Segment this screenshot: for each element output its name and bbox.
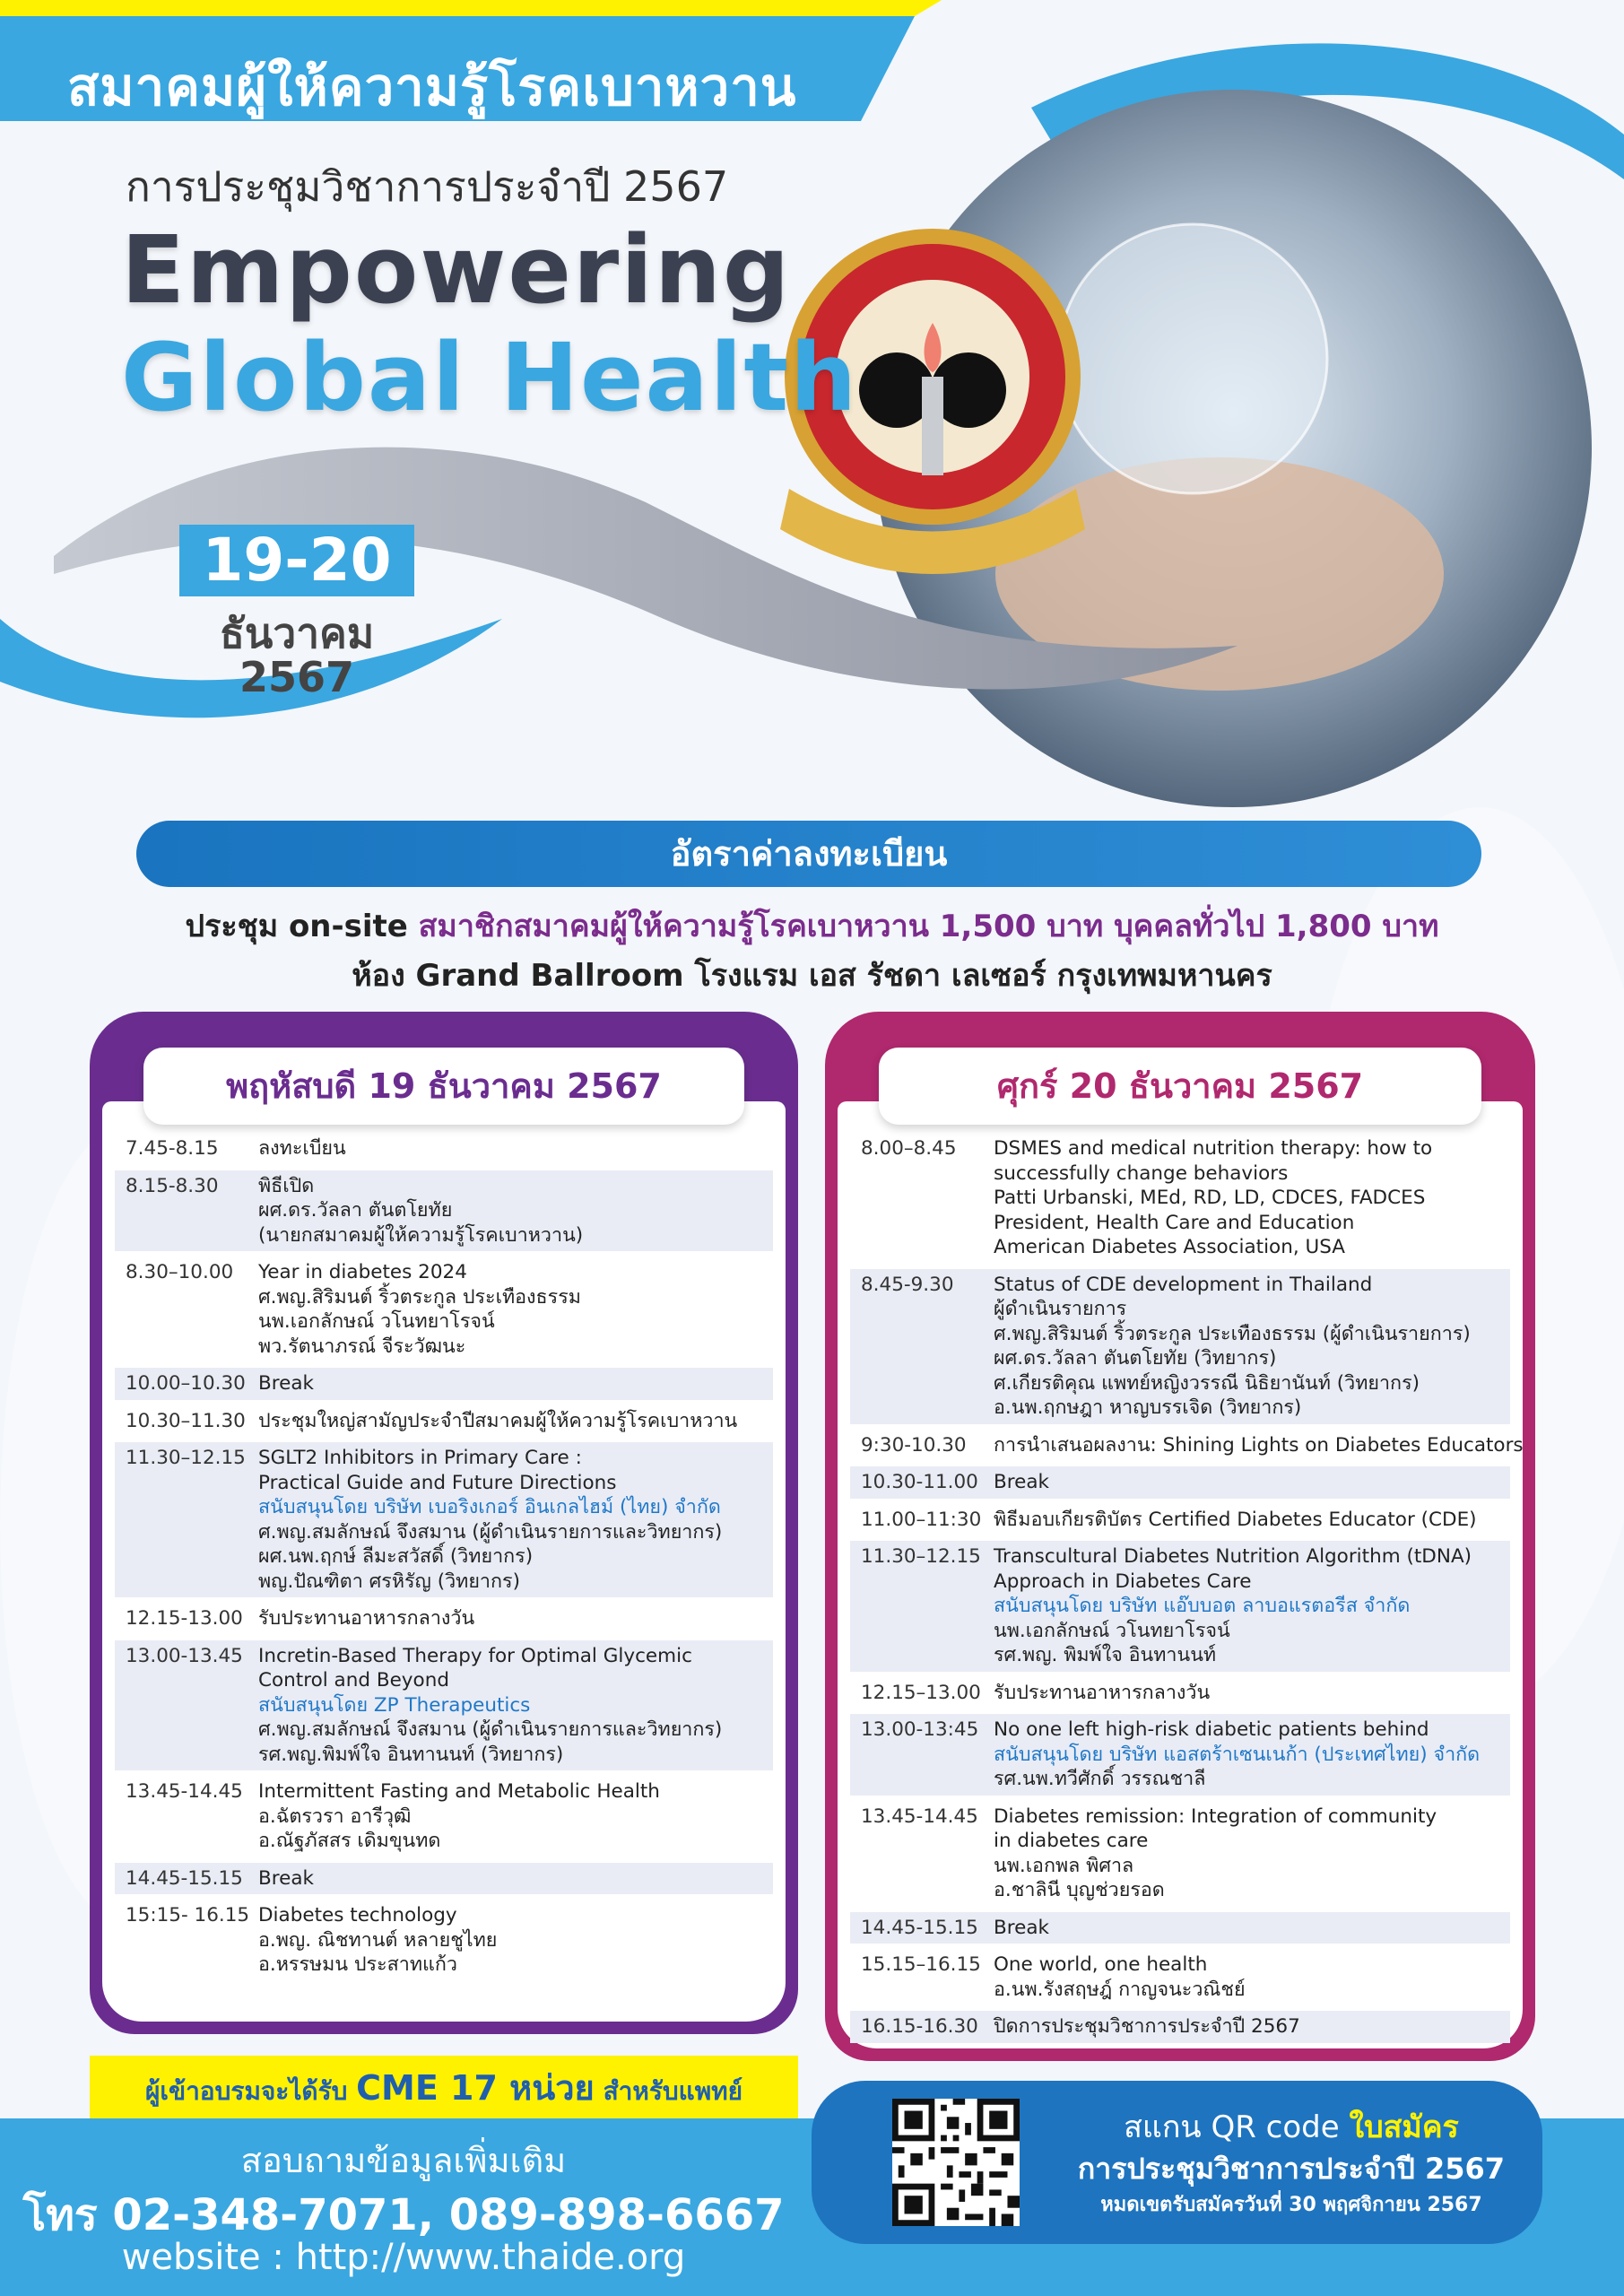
schedule-line: Incretin-Based Therapy for Optimal Glycemic: [258, 1644, 692, 1667]
schedule-time: 11.00–11:30: [861, 1508, 982, 1531]
schedule-line: ศ.เกียรติคุณ แพทย์หญิงวรรณี นิธิยานันท์ (วิทยากร): [994, 1371, 1420, 1395]
schedule-row: [115, 1405, 773, 1438]
schedule-line: ศ.พญ.สิริมนต์ ริ้วตระกูล ประเทืองธรรม: [258, 1285, 581, 1309]
schedule-time: 13.00-13.45: [126, 1644, 243, 1667]
schedule-line: Diabetes technology: [258, 1904, 457, 1926]
organization-name: สมาคมผู้ให้ความรู้โรคเบาหวาน: [67, 57, 797, 117]
day1-title: พฤหัสบดี 19 ธันวาคม 2567: [143, 1048, 744, 1125]
schedule-row: [850, 2011, 1510, 2043]
schedule-line: รศ.พญ.พิมพ์ใจ อินทานนท์ (วิทยากร): [258, 1743, 564, 1766]
schedule-line: พิธีมอบเกียรติบัตร Certified Diabetes Educator (CDE): [994, 1508, 1477, 1531]
registration-fee-details: สมาชิกสมาคมผู้ให้ความรู้โรคเบาหวาน 1,500 บาท บุคคลทั่วไป 1,800 บาท: [418, 909, 1439, 944]
schedule-time: 8.30–10.00: [126, 1261, 234, 1283]
schedule-line: พว.รัตนาภรณ์ จีระวัฒนะ: [258, 1335, 466, 1358]
schedule-line: อ.นพ.ฤกษฎา หาญบรรเจิด (วิทยากร): [994, 1396, 1302, 1419]
day2-schedule: [850, 1133, 1524, 2048]
schedule-time: 8.15-8.30: [126, 1174, 219, 1197]
schedule-row: [115, 1442, 773, 1597]
schedule-detail: [258, 1260, 762, 1359]
schedule-line: Diabetes remission: Integration of community: [994, 1805, 1437, 1828]
schedule-detail: [258, 1779, 762, 1854]
schedule-detail: [258, 1644, 762, 1768]
schedule-detail: [258, 1371, 762, 1396]
cme-suffix: สำหรับแพทย์: [603, 2076, 743, 2106]
schedule-line: รับประทานอาหารกลางวัน: [258, 1607, 475, 1630]
registration-title: อัตราค่าลงทะเบียน: [136, 821, 1481, 887]
cme-notice: [90, 2056, 798, 2120]
contact-title: สอบถามข้อมูลเพิ่มเติม: [240, 2141, 567, 2180]
schedule-line: Control and Beyond: [258, 1669, 449, 1692]
schedule-line: American Diabetes Association, USA: [994, 1236, 1345, 1258]
schedule-line: ผู้ดำเนินรายการ: [994, 1298, 1127, 1320]
schedule-row: [850, 1466, 1510, 1499]
schedule-time: 10.00–10.30: [126, 1372, 246, 1395]
schedule-detail: [994, 1508, 1499, 1533]
schedule-time: 12.15-13.00: [126, 1607, 243, 1630]
day2-title: ศุกร์ 20 ธันวาคม 2567: [879, 1048, 1481, 1125]
cme-highlight: CME 17 หน่วย: [356, 2068, 595, 2108]
schedule-detail: [994, 1718, 1499, 1792]
registration-prefix: ประชุม on-site: [185, 909, 408, 944]
theme-line-2: Global Health: [121, 323, 859, 432]
schedule-line: Status of CDE development in Thailand: [994, 1273, 1373, 1296]
event-date-year: 2567: [239, 653, 355, 701]
day2-panel: [825, 1012, 1535, 2061]
schedule-time: 10.30-11.00: [861, 1471, 978, 1493]
schedule-detail: [994, 2014, 1499, 2039]
schedule-line: นพ.เอกลักษณ์ วโนทยาโรจน์: [994, 1619, 1230, 1642]
schedule-time: 14.45-15.15: [861, 1916, 978, 1939]
schedule-line: ผศ.ดร.วัลลา ตันตโยทัย (วิทยากร): [994, 1347, 1277, 1370]
contact-website-link[interactable]: website : http://www.thaide.org: [121, 2237, 686, 2278]
schedule-row: [850, 1801, 1510, 1907]
schedule-line: Approach in Diabetes Care: [994, 1570, 1252, 1593]
schedule-line: ปิดการประชุมวิชาการประจำปี 2567: [994, 2015, 1300, 2038]
schedule-time: 13.00-13:45: [861, 1718, 979, 1741]
schedule-time: 14.45-15.15: [126, 1866, 243, 1890]
schedule-line: ศ.พญ.สิริมนต์ ริ้วตระกูล ประเทืองธรรม (ผู้ดำเนินรายการ): [994, 1322, 1471, 1345]
conference-title: การประชุมวิชาการประจำปี 2567: [126, 162, 729, 211]
schedule-line: นพ.เอกลักษณ์ วโนทยาโรจน์: [258, 1310, 495, 1333]
schedule-detail: [994, 1544, 1499, 1668]
schedule-row: [115, 1257, 773, 1362]
schedule-line: Intermittent Fasting and Metabolic Health: [258, 1780, 660, 1803]
qr-instruction-highlight: ใบสมัคร: [1349, 2109, 1459, 2145]
schedule-detail: [994, 1273, 1499, 1421]
schedule-time: 8.45-9.30: [861, 1273, 954, 1296]
day1-schedule: [115, 1133, 773, 1987]
schedule-line: ผศ.ดร.วัลลา ตันตโยทัย: [258, 1199, 453, 1222]
schedule-line: Break: [258, 1866, 314, 1890]
schedule-line: อ.ณัฐภัสสร เดิมขุนทด: [258, 1830, 441, 1852]
schedule-line: ประชุมใหญ่สามัญประจำปีสมาคมผู้ให้ความรู้โรคเบาหวาน: [258, 1409, 738, 1432]
registration-venue: ห้อง Grand Ballroom โรงแรม เอส รัชดา เลเซอร์ กรุงเทพมหานคร: [352, 958, 1272, 994]
schedule-row: [115, 1170, 773, 1252]
schedule-time: 8.00–8.45: [861, 1137, 957, 1160]
schedule-detail: [994, 1916, 1499, 1941]
registration-fees: [0, 901, 1624, 950]
schedule-detail: [258, 1174, 762, 1248]
schedule-line: อ.หรรษมน ประสาทแก้ว: [258, 1953, 457, 1976]
day1-panel: [90, 1012, 798, 2034]
schedule-line: SGLT2 Inhibitors in Primary Care :: [258, 1447, 582, 1469]
schedule-row: [115, 1900, 773, 1981]
schedule-line: ผศ.นพ.ฤกษ์ ลีมะสวัสดิ์ (วิทยากร): [258, 1545, 534, 1568]
schedule-line: Break: [994, 1916, 1049, 1939]
schedule-line: Practical Guide and Future Directions: [258, 1471, 617, 1494]
schedule-line: ศ.พญ.สมลักษณ์ จึงสมาน (ผู้ดำเนินรายการและวิทยากร): [258, 1520, 723, 1544]
event-date-month: ธันวาคม: [219, 609, 375, 657]
schedule-line: Patti Urbanski, MEd, RD, LD, CDCES, FADCES: [994, 1187, 1426, 1209]
schedule-line: อ.ฉัตรวรา อารีวุฒิ: [258, 1805, 412, 1828]
qr-instruction-prefix: สแกน QR code: [1124, 2109, 1340, 2145]
schedule-detail: [258, 1903, 762, 1978]
schedule-detail: [994, 1805, 1499, 1903]
schedule-row: [850, 1504, 1510, 1536]
schedule-time: 10.30–11.30: [126, 1409, 246, 1432]
contact-phone[interactable]: โทร 02-348-7071, 089-898-6667: [22, 2190, 785, 2240]
schedule-row: [115, 1368, 773, 1400]
sponsor-line: สนับสนุนโดย บริษัท แอสตร้าเซนเนก้า (ประเทศไทย) จำกัด: [994, 1743, 1481, 1766]
schedule-detail: [994, 1470, 1499, 1495]
schedule-line: นพ.เอกพล พิศาล: [994, 1854, 1134, 1877]
cme-prefix: ผู้เข้าอบรมจะได้รับ: [144, 2076, 348, 2106]
schedule-line: พญ.ปัณฑิตา ศรหิรัญ (วิทยากร): [258, 1570, 520, 1593]
schedule-line: Transcultural Diabetes Nutrition Algorithm (tDNA): [994, 1545, 1472, 1568]
schedule-row: [115, 1640, 773, 1771]
schedule-detail: [258, 1446, 762, 1594]
schedule-row: [850, 1677, 1510, 1709]
schedule-detail: [994, 1681, 1499, 1706]
schedule-time: 11.30–12.15: [126, 1447, 246, 1469]
schedule-detail: [994, 1433, 1524, 1458]
schedule-line: อ.ชาลินี บุญช่วยรอด: [994, 1879, 1165, 1901]
sponsor-line: สนับสนุนโดย ZP Therapeutics: [258, 1693, 531, 1717]
schedule-row: [850, 1912, 1510, 1944]
schedule-line: การนำเสนอผลงาน: Shining Lights on Diabetes Educators: [994, 1433, 1524, 1457]
schedule-line: Break: [994, 1471, 1049, 1493]
qr-instruction: [1049, 2102, 1533, 2151]
schedule-detail: [258, 1409, 762, 1434]
schedule-line: No one left high-risk diabetic patients behind: [994, 1718, 1429, 1741]
schedule-time: 9:30-10.30: [861, 1433, 967, 1457]
schedule-line: Break: [258, 1372, 314, 1395]
qr-conference-title: การประชุมวิชาการประจำปี 2567: [1077, 2152, 1506, 2186]
schedule-detail: [994, 1952, 1499, 2002]
schedule-line: อ.พญ. ณิชทานต์ หลายชูไทย: [258, 1928, 498, 1952]
schedule-time: 15.15–16.15: [861, 1953, 981, 1976]
schedule-line: รับประทานอาหารกลางวัน: [994, 1681, 1211, 1704]
schedule-row: [850, 1269, 1510, 1424]
schedule-line: DSMES and medical nutrition therapy: how to: [994, 1137, 1433, 1160]
schedule-line: รศ.นพ.ทวีศักดิ์ วรรณชาลี: [994, 1768, 1206, 1790]
schedule-row: [115, 1133, 773, 1165]
schedule-line: in diabetes care: [994, 1830, 1149, 1852]
schedule-time: 12.15–13.00: [861, 1681, 981, 1704]
schedule-row: [850, 1949, 1510, 2005]
qr-code-icon[interactable]: [892, 2099, 1020, 2226]
schedule-row: [115, 1863, 773, 1895]
schedule-time: 16.15-16.30: [861, 2015, 978, 2038]
schedule-time: 7.45-8.15: [126, 1137, 219, 1160]
schedule-line: President, Health Care and Education: [994, 1211, 1355, 1234]
schedule-line: Year in diabetes 2024: [258, 1261, 467, 1283]
schedule-row: [115, 1776, 773, 1857]
schedule-row: [850, 1430, 1524, 1462]
schedule-time: 13.45-14.45: [126, 1780, 243, 1803]
sponsor-line: สนับสนุนโดย บริษัท เบอริงเกอร์ อินเกลไฮม์ (ไทย) จำกัด: [258, 1496, 721, 1518]
schedule-line: One world, one health: [994, 1953, 1208, 1976]
schedule-detail: [994, 1136, 1499, 1260]
schedule-row: [115, 1603, 773, 1635]
schedule-time: 15:15- 16.15: [126, 1904, 250, 1926]
schedule-detail: [258, 1866, 762, 1892]
schedule-line: รศ.พญ. พิมพ์ใจ อินทานนท์: [994, 1644, 1217, 1666]
schedule-row: [850, 1541, 1510, 1672]
schedule-row: [850, 1133, 1510, 1264]
schedule-line: พิธีเปิด: [258, 1174, 315, 1197]
schedule-detail: [258, 1606, 762, 1631]
schedule-time: 11.30–12.15: [861, 1545, 981, 1568]
schedule-line: ศ.พญ.สมลักษณ์ จึงสมาน (ผู้ดำเนินรายการและวิทยากร): [258, 1718, 723, 1741]
schedule-row: [850, 1714, 1510, 1796]
schedule-line: อ.นพ.รังสฤษฎ์ กาญจนะวณิชย์: [994, 1978, 1246, 2001]
schedule-detail: [258, 1136, 762, 1161]
sponsor-line: สนับสนุนโดย บริษัท แอ๊บบอต ลาบอแรตอรีส จำกัด: [994, 1595, 1411, 1617]
schedule-line: (นายกสมาคมผู้ให้ความรู้โรคเบาหวาน): [258, 1223, 584, 1247]
event-date-range: 19-20: [179, 525, 414, 596]
theme-line-1: Empowering: [121, 215, 792, 325]
schedule-time: 13.45-14.45: [861, 1805, 978, 1828]
schedule-line: successfully change behaviors: [994, 1161, 1289, 1185]
schedule-line: ลงทะเบียน: [258, 1137, 346, 1160]
qr-deadline: หมดเขตรับสมัครวันที่ 30 พฤศจิกายน 2567: [1100, 2194, 1482, 2216]
